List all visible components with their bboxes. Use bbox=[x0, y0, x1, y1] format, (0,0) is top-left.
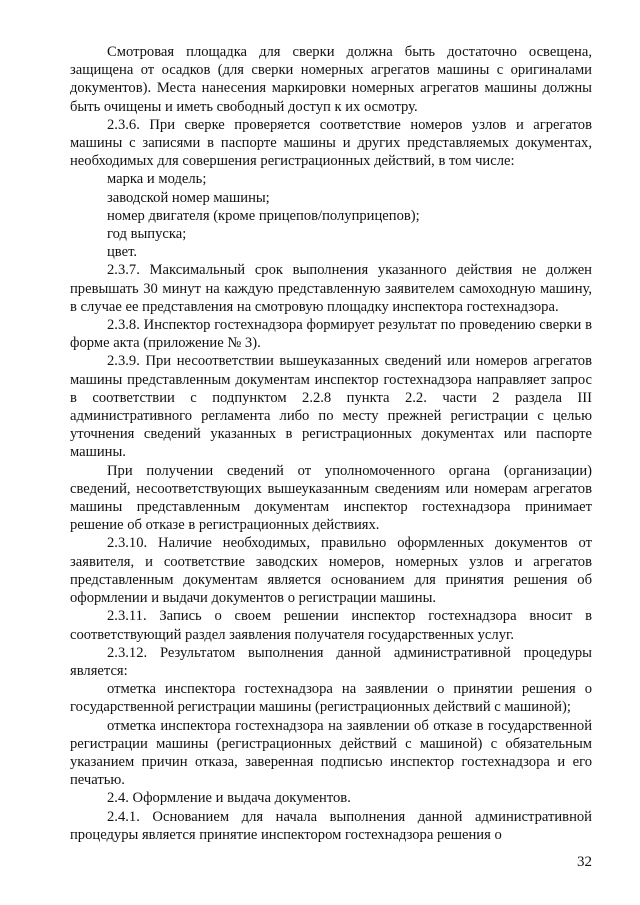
list-item: номер двигателя (кроме прицепов/полуприцепов); bbox=[107, 207, 420, 224]
paragraph: 2.3.10. Наличие необходимых, правильно оформленных документов от заявителя, и соответствие заводских номеров, номерных узлов и агрегатов представленным документам является основанием для принятия решения об оформлении и выдачи документов о регистрации машины. bbox=[70, 535, 592, 607]
paragraph: 2.3.6. При сверке проверяется соответствие номеров узлов и агрегатов машины с записями в паспорте машины и других представляемых документах, необходимых для совершения регистрационных действий, в том числе: bbox=[70, 116, 592, 170]
paragraph: 2.4. Оформление и выдача документов. bbox=[107, 790, 351, 807]
paragraph: отметка инспектора гостехнадзора на заявлении об отказе в государственной регистрации машины (регистрационных действий с машиной) с обязательным указанием причин отказа, заверенная подписью инспектор гостехнадзора и его печатью. bbox=[70, 717, 592, 789]
body-text bbox=[70, 43, 592, 844]
list-item: заводской номер машины; bbox=[107, 189, 270, 206]
paragraph: отметка инспектора гостехнадзора на заявлении о принятии решения о государственной регистрации машины (регистрационных действий с машиной); bbox=[70, 681, 592, 716]
paragraph: 2.3.8. Инспектор гостехнадзора формирует результат по проведению сверки в форме акта (приложение № 3). bbox=[70, 317, 592, 352]
paragraph: Смотровая площадка для сверки должна быть достаточно освещена, защищена от осадков (для сверки номерных агрегатов машины с оригиналами документов). Места нанесения маркировки номерных агрегатов машины должны быть очищены и иметь свободный доступ к их осмотру. bbox=[70, 44, 592, 115]
paragraph: 2.3.11. Запись о своем решении инспектор гостехнадзора вносит в соответствующий раздел заявления получателя государственных услуг. bbox=[70, 608, 592, 643]
paragraph: 2.3.9. При несоответствии вышеуказанных сведений или номеров агрегатов машины представленным документам инспектор гостехнадзора направляет запрос в соответствии с подпунктом 2.2.8 пункта 2.2. части 2 раздела III административного регламента либо по месту прежней регистрации с целью уточнения сведений указанных в регистрационных документах или паспорте машины. bbox=[70, 353, 592, 461]
list-item: год выпуска; bbox=[107, 226, 187, 243]
paragraph: При получении сведений от уполномоченного органа (организации) сведений, несоответствующих вышеуказанным сведениям или номерам агрегатов машины представленным документам инспектор гостехнадзора принимает решение об отказе в регистрационных действиях. bbox=[70, 462, 592, 534]
paragraph: 2.4.1. Основанием для начала выполнения данной административной процедуры является принятие инспектором гостехнадзора решения о bbox=[70, 808, 592, 843]
list-item: цвет. bbox=[107, 244, 138, 261]
paragraph: 2.3.7. Максимальный срок выполнения указанного действия не должен превышать 30 минут на каждую представленную заявителем самоходную машину, в случае ее представления на смотровую площадку инспектора гостехнадзора. bbox=[70, 262, 592, 315]
paragraph: 2.3.12. Результатом выполнения данной административной процедуры является: bbox=[70, 644, 592, 679]
list-item: марка и модель; bbox=[107, 171, 207, 188]
page-number: 32 bbox=[577, 854, 592, 870]
